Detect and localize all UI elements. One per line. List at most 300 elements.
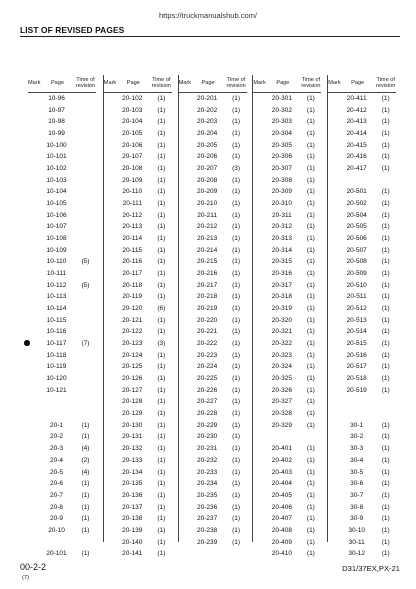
table-row [104,467,172,479]
cell-rev: (1) [381,211,390,219]
table-row [179,93,247,105]
cell-rev: (1) [157,281,166,289]
cell-rev: (1) [232,433,241,441]
cell-page: 20-510 [346,281,367,289]
cell-rev: (1) [306,316,315,324]
cell-page: 20-504 [346,211,367,219]
table-row [253,502,321,514]
cell-rev: (1) [381,293,390,301]
header-page: Page [351,80,365,86]
cell-page: 10-113 [46,293,67,301]
cell-page: 20-407 [271,515,293,523]
cell-rev: (1) [381,526,390,534]
cell-rev: (1) [232,526,241,534]
cell-rev: (1) [232,445,241,453]
title-rule [20,36,400,37]
table-row [328,268,396,280]
cell-rev: (1) [232,538,241,546]
cell-rev: (1) [232,421,241,429]
table-row [253,221,321,233]
cell-rev: (1) [157,550,166,558]
table-row [104,420,172,432]
cell-rev: (1) [381,223,390,231]
cell-rev: (1) [232,200,241,208]
cell-page: 10-119 [46,363,67,371]
table-row [104,326,172,338]
header-revision-line1: Time of [76,77,95,83]
cell-rev: (1) [306,200,315,208]
table-row [28,443,96,455]
cell-rev: (1) [157,363,166,371]
cell-rev: (1) [306,410,315,418]
cell-rev: (3) [157,340,166,348]
cell-page: 20-515 [346,340,367,348]
cell-page: 10-105 [46,200,67,208]
table-row [28,326,96,338]
table-row [104,478,172,490]
cell-page: 10-109 [46,246,67,254]
cell-page: 20-303 [271,118,293,126]
cell-rev: (1) [232,316,241,324]
cell-page: 20-225 [196,375,218,383]
cell-page: 30-2 [350,433,364,441]
cell-rev: (1) [306,526,315,534]
cell-page: 20-513 [346,316,367,324]
cell-page: 30-11 [348,538,365,546]
cell-rev: (4) [81,468,90,476]
cell-page: 30-5 [350,468,364,476]
cell-rev: (1) [232,351,241,359]
cell-rev: (1) [306,246,315,254]
table-row [28,233,96,245]
table-row [28,116,96,128]
cell-rev: (1) [381,165,390,173]
cell-page: 20-125 [122,363,143,371]
cell-page: 20-3 [49,445,63,453]
cell-rev: (1) [381,305,390,313]
table-row [253,186,321,198]
table-row [179,151,247,163]
cell-page: 20-106 [122,141,143,149]
table-row [104,151,172,163]
cell-page: 20-416 [346,153,367,161]
cell-page: 20-7 [49,491,63,499]
cell-rev: (1) [306,456,315,464]
table-row [28,198,96,210]
cell-page: 20-413 [346,118,367,126]
table-row [28,140,96,152]
cell-page: 10-107 [46,223,67,231]
cell-rev: (1) [157,328,166,336]
table-block [28,75,96,558]
table-row [328,326,396,338]
cell-page: 20-104 [122,118,143,126]
cell-rev: (1) [157,130,166,138]
table-row [253,513,321,525]
table-row [328,548,396,560]
table-row [179,385,247,397]
table-row [253,385,321,397]
cell-page: 20-305 [271,141,293,149]
cell-page: 10-115 [46,316,67,324]
cell-page: 20-329 [271,421,293,429]
table-row [328,151,396,163]
cell-rev: (1) [157,433,166,441]
cell-page: 20-230 [196,433,218,441]
cell-page: 20-414 [346,130,367,138]
cell-page: 20-112 [122,211,143,219]
cell-page: 20-131 [122,433,143,441]
cell-page: 20-133 [122,456,143,464]
cell-page: 20-234 [196,480,218,488]
table-row [179,221,247,233]
cell-page: 20-111 [122,200,142,208]
cell-page: 20-4 [49,456,63,464]
table-row [253,268,321,280]
table-row [28,385,96,397]
table-row [28,163,96,175]
table-row [253,233,321,245]
cell-rev: (1) [232,375,241,383]
cell-page: 20-301 [271,95,293,102]
table-row [28,350,96,362]
header-mark: Mark [103,80,117,86]
table-row [104,455,172,467]
table-row [28,151,96,163]
cell-page: 20-107 [122,153,143,161]
cell-rev: (1) [306,398,315,406]
cell-page: 30-7 [350,491,364,499]
table-row [328,186,396,198]
cell-rev: (1) [381,106,390,114]
cell-page: 20-514 [346,328,367,336]
cell-rev: (1) [157,491,166,499]
source-url: https://truckmanualshub.com/ [159,11,257,20]
cell-page: 20-140 [122,538,143,546]
table-row [253,163,321,175]
cell-rev: (1) [232,188,241,196]
cell-page: 20-129 [122,410,143,418]
cell-page: 20-127 [122,386,143,394]
cell-rev: (1) [81,503,90,511]
cell-rev: (1) [157,293,166,301]
cell-rev: (7) [81,340,90,348]
table-row [253,467,321,479]
cell-rev: (1) [157,211,166,219]
cell-rev: (1) [306,538,315,546]
header-revision-line1: Time of [226,77,246,83]
table-row [28,361,96,373]
cell-rev: (1) [381,456,390,464]
table-row [104,116,172,128]
cell-rev: (1) [381,328,390,336]
header-revision [149,77,174,89]
footer-page-number: 00-2-2 [20,562,47,572]
cell-page: 10-118 [46,351,67,359]
table-row [28,490,96,502]
cell-page: 30-1 [350,421,364,429]
table-row [28,467,96,479]
cell-rev: (1) [306,270,315,278]
cell-rev: (1) [306,491,315,499]
table-row [104,221,172,233]
cell-rev: (1) [157,526,166,534]
table-row [104,291,172,303]
cell-rev: (1) [381,95,390,102]
cell-rev: (1) [157,106,166,114]
cell-page: 20-207 [196,165,218,173]
cell-page: 10-114 [46,305,67,313]
cell-rev: (1) [157,270,166,278]
cell-page: 20-221 [196,328,218,336]
cell-page: 20-409 [271,538,293,546]
header-revision-line2: revision [301,83,321,90]
cell-page: 20-232 [196,456,218,464]
cell-page: 10-117 [46,340,67,348]
cell-page: 20-229 [196,421,218,429]
table-row [328,175,396,187]
cell-page: 20-505 [346,223,367,231]
table-row [328,455,396,467]
cell-page: 20-322 [271,340,293,348]
header-page: Page [201,80,215,86]
table-row [253,443,321,455]
header-page: Page [276,80,290,86]
cell-rev: (1) [306,165,315,173]
cell-rev: (1) [81,421,90,429]
table-row [253,525,321,537]
table-header [253,75,321,93]
cell-page: 30-8 [350,503,364,511]
cell-rev: (1) [381,491,390,499]
cell-page: 20-403 [271,468,293,476]
cell-page: 20-136 [122,491,143,499]
cell-page: 20-310 [271,200,293,208]
table-row [104,513,172,525]
table-row [179,186,247,198]
table-row [104,93,172,105]
cell-rev: (1) [157,468,166,476]
table-row [179,548,247,560]
table-row [328,490,396,502]
cell-page: 20-110 [122,188,143,196]
cell-page: 20-321 [271,328,293,336]
table-row [179,175,247,187]
cell-page: 20-201 [196,95,218,102]
table-row [179,326,247,338]
table-row [253,93,321,105]
table-header [328,75,396,93]
table-row [28,408,96,420]
cell-rev: (1) [81,433,90,441]
table-row [253,198,321,210]
cell-page: 10-116 [46,328,67,336]
table-block [252,75,321,558]
cell-rev: (1) [232,480,241,488]
cell-page: 20-311 [272,211,292,219]
table-row [253,140,321,152]
cell-rev: (1) [81,526,90,534]
table-row [28,256,96,268]
cell-rev: (1) [157,421,166,429]
table-row [104,256,172,268]
header-revision-line1: Time of [301,77,321,83]
cell-page: 20-415 [346,141,367,149]
table-row [104,210,172,222]
table-row [328,361,396,373]
cell-rev: (1) [306,153,315,161]
cell-page: 20-316 [271,270,293,278]
table-row [328,210,396,222]
table-row [253,455,321,467]
cell-rev: (1) [306,515,315,523]
cell-page: 20-314 [271,246,293,254]
cell-page: 20-218 [196,293,218,301]
cell-page: 20-328 [271,410,293,418]
cell-rev: (1) [81,515,90,523]
table-row [179,361,247,373]
table-row [28,525,96,537]
cell-rev: (1) [232,328,241,336]
table-row [28,268,96,280]
table-row [328,93,396,105]
table-row [104,548,172,560]
table-row [253,128,321,140]
table-header [179,75,247,93]
header-revision [73,77,98,89]
cell-rev: (1) [232,281,241,289]
cell-page: 20-8 [49,503,63,511]
table-row [28,478,96,490]
table-row [179,303,247,315]
cell-rev: (1) [381,200,390,208]
table-row [328,431,396,443]
cell-rev: (1) [381,421,390,429]
cell-rev: (1) [157,386,166,394]
cell-rev: (1) [381,468,390,476]
table-row [253,175,321,187]
cell-page: 20-134 [122,468,143,476]
cell-rev: (1) [381,270,390,278]
cell-page: 20-141 [122,550,143,558]
cell-rev: (4) [81,445,90,453]
table-row [253,315,321,327]
cell-rev: (1) [381,118,390,126]
table-row [328,233,396,245]
table-row [104,385,172,397]
table-row [179,256,247,268]
table-row [179,338,247,350]
table-row [253,151,321,163]
cell-rev: (1) [232,491,241,499]
cell-rev: (1) [157,188,166,196]
table-row [179,128,247,140]
table-row [28,502,96,514]
revision-mark-icon [24,340,30,346]
cell-page: 10-111 [46,270,67,278]
cell-rev: (1) [157,258,166,266]
cell-page: 20-519 [346,386,367,394]
table-row [179,163,247,175]
cell-page: 30-6 [350,480,364,488]
table-row [253,303,321,315]
cell-page: 20-102 [122,95,143,102]
table-row [179,490,247,502]
cell-page: 20-401 [271,445,293,453]
cell-rev: (1) [232,153,241,161]
table-row [179,443,247,455]
cell-page: 20-117 [122,270,143,278]
cell-page: 10-108 [46,235,67,243]
cell-page: 20-123 [122,340,143,348]
table-row [28,175,96,187]
table-row [104,233,172,245]
cell-rev: (1) [381,480,390,488]
table-row [179,420,247,432]
cell-rev: (1) [157,445,166,453]
table-row [179,396,247,408]
table-row [328,350,396,362]
cell-page: 20-313 [271,235,293,243]
cell-page: 10-100 [46,141,67,149]
table-row [28,431,96,443]
cell-page: 10-103 [46,176,67,184]
cell-page: 20-202 [196,106,218,114]
cell-page: 20-137 [122,503,143,511]
cell-rev: (1) [306,386,315,394]
table-row [253,373,321,385]
cell-rev: (1) [157,141,166,149]
table-row [104,315,172,327]
cell-page: 20-213 [196,235,218,243]
cell-rev: (1) [232,211,241,219]
cell-page: 20-115 [122,246,143,254]
table-row [179,116,247,128]
cell-rev: (6) [157,305,166,313]
cell-page: 10-99 [48,130,65,138]
table-row [104,105,172,117]
cell-rev: (1) [381,386,390,394]
cell-page: 20-6 [49,480,63,488]
cell-rev: (1) [232,95,241,102]
table-row [179,502,247,514]
table-row [104,525,172,537]
cell-page: 20-10 [48,526,65,534]
table-row [179,315,247,327]
table-row [253,280,321,292]
cell-rev: (1) [306,375,315,383]
header-revision-line1: Time of [152,77,171,83]
table-row [253,548,321,560]
cell-rev: (1) [306,95,315,102]
table-row [179,373,247,385]
cell-rev: (1) [381,141,390,149]
table-row [253,396,321,408]
table-row [104,175,172,187]
table-row [28,291,96,303]
cell-page: 10-104 [46,188,67,196]
cell-rev: (1) [157,200,166,208]
table-row [28,338,96,350]
cell-mark [28,338,38,350]
cell-rev: (1) [306,480,315,488]
cell-rev: (1) [381,433,390,441]
cell-page: 20-511 [346,293,367,301]
table-row [328,513,396,525]
cell-rev: (1) [81,550,90,558]
table-header [104,75,172,93]
cell-page: 20-509 [346,270,367,278]
